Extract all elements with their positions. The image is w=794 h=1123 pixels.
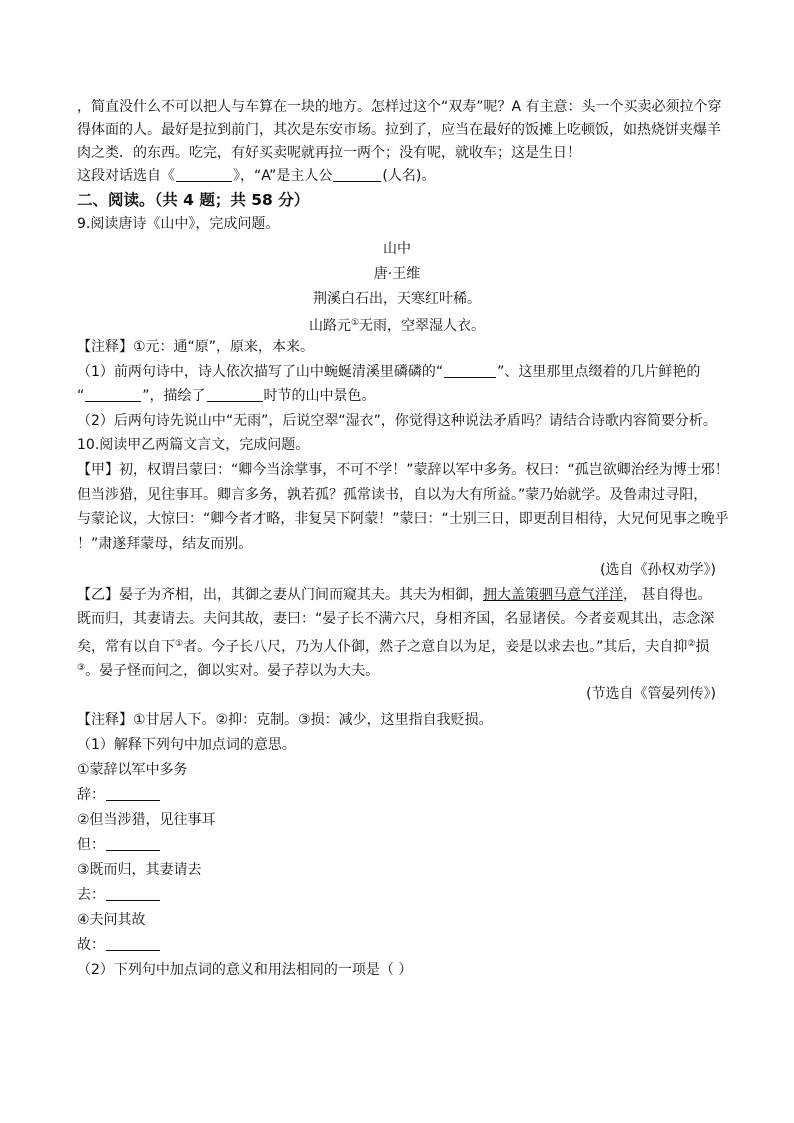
question-text: 时节的山中景色。 bbox=[263, 388, 376, 404]
answer-blank[interactable] bbox=[106, 786, 160, 801]
answer-blank[interactable] bbox=[106, 936, 160, 951]
vocab-label: 故： bbox=[77, 937, 105, 953]
answer-blank[interactable] bbox=[85, 387, 141, 402]
classical-text-line bbox=[77, 657, 727, 682]
sub-question: （2）下列句中加点词的意义和用法相同的一项是（ ） bbox=[77, 962, 413, 978]
vocab-label: 去： bbox=[77, 887, 105, 903]
vocab-item: ①蒙辞以军中多务 bbox=[77, 762, 188, 778]
classical-text-line: 与蒙论议，大惊曰：“卿今者才略，非复吴下阿蒙！”蒙曰：“士别三日，即更刮目相待，大兄何见事之晚乎 bbox=[77, 511, 729, 527]
classical-text: 者。今子长八尺，乃为人仆御，然子之意自以为足，妾是以求去也。”其后，夫自抑 bbox=[183, 639, 688, 655]
poem-author: 唐·王维 bbox=[373, 266, 421, 282]
poem-title: 山中 bbox=[383, 241, 411, 257]
classical-text: 损 bbox=[695, 639, 710, 655]
annotation: 【注释】①甘居人下。②抑：克制。③损：减少，这里指自我贬损。 bbox=[77, 712, 493, 728]
footnote-marker: ③ bbox=[77, 663, 86, 673]
passage-question bbox=[77, 165, 727, 187]
question-text: 这段对话选自《 bbox=[77, 168, 175, 184]
source-citation: (选自《孙权劝学》) bbox=[600, 562, 716, 578]
annotation: 【注释】①元：通“原”，原来，本来。 bbox=[77, 339, 315, 355]
question-text: ”，描绘了 bbox=[142, 388, 206, 404]
vocab-item: ②但当涉猎，见往事耳 bbox=[77, 812, 216, 828]
vocab-answer bbox=[77, 784, 727, 806]
classical-text: 【乙】晏子为齐相，出，其御之妻从门间而窥其夫。其夫为相御， bbox=[77, 587, 483, 603]
vocab-answer bbox=[77, 934, 727, 956]
footnote-marker: ① bbox=[175, 639, 184, 649]
poem-text: 山路元 bbox=[308, 318, 351, 334]
question-text: ”、这里那里点缀着的几片鲜艳的 bbox=[497, 364, 701, 380]
sub-question bbox=[77, 385, 727, 407]
underlined-phrase: 拥大盖策驷马意气洋洋 bbox=[483, 587, 623, 603]
sub-question: （2）后两句诗先说山中“无雨”，后说空翠“湿衣”，你觉得这种说法矛盾吗？请结合诗歌内容简要分析。 bbox=[77, 413, 717, 429]
poem-text: 无雨，空翠湿人衣。 bbox=[359, 318, 486, 334]
answer-blank[interactable] bbox=[333, 167, 381, 182]
classical-text: 。晏子怪而问之，御以实对。晏子荐以为大夫。 bbox=[85, 663, 380, 679]
poem-line bbox=[0, 312, 794, 337]
question-text: (人名)。 bbox=[382, 168, 436, 184]
sub-question: （1）解释下列句中加点词的意思。 bbox=[77, 737, 296, 753]
question-stem: 9.阅读唐诗《山中》，完成问题。 bbox=[77, 216, 280, 232]
question-text: （1）前两句诗中，诗人依次描写了山中蜿蜒清溪里磷磷的“ bbox=[77, 364, 444, 380]
source-citation: (节选自《管晏列传》) bbox=[586, 686, 716, 702]
sub-question bbox=[77, 361, 727, 383]
classical-text-line: ！”肃遂拜蒙母，结友而别。 bbox=[77, 536, 253, 552]
classical-text: ， 甚自得也。 bbox=[623, 587, 712, 603]
question-stem: 10.阅读甲乙两篇文言文，完成问题。 bbox=[77, 437, 310, 453]
classical-text-line: 【甲】初，权谓吕蒙曰：“卿今当涂掌事，不可不学！”蒙辞以军中多务。权曰：“孤岂欲卿治经为博士邪！ bbox=[77, 462, 729, 478]
vocab-item: ④夫问其故 bbox=[77, 912, 146, 928]
vocab-answer bbox=[77, 834, 727, 856]
answer-blank[interactable] bbox=[444, 363, 496, 378]
poem-line: 荆溪白石出，天寒红叶稀。 bbox=[313, 291, 481, 307]
answer-blank[interactable] bbox=[106, 836, 160, 851]
passage-line: ，简直没什么不可以把人与车算在一块的地方。怎样过这个“双寿”呢？A 有主意：头一个买卖必须拉个穿 bbox=[77, 99, 722, 115]
classical-text-line bbox=[77, 633, 727, 658]
footnote-marker: ② bbox=[687, 639, 696, 649]
classical-text-line: 既而归，其妻请去。夫问其故，妻曰：“晏子长不满六尺，身相齐国，名显诸侯。今者妾观其出，志念深 bbox=[77, 611, 715, 627]
section-heading: 二、阅读。（共 4 题；共 58 分） bbox=[77, 191, 310, 209]
footnote-marker: ① bbox=[350, 318, 360, 328]
classical-text-line bbox=[77, 584, 727, 606]
answer-blank[interactable] bbox=[176, 167, 232, 182]
vocab-answer bbox=[77, 884, 727, 906]
classical-text-line: 但当涉猎，见往事耳。卿言多务，孰若孤？孤常读书，自以为大有所益。”蒙乃始就学。及鲁肃过寻阳， bbox=[77, 487, 708, 503]
answer-blank[interactable] bbox=[106, 886, 160, 901]
vocab-label: 辞： bbox=[77, 787, 105, 803]
question-text: “ bbox=[77, 388, 85, 404]
vocab-label: 但： bbox=[77, 837, 105, 853]
vocab-item: ③既而归，其妻请去 bbox=[77, 862, 202, 878]
passage-line: 得体面的人。最好是拉到前门，其次是东安市场。拉到了，应当在最好的饭摊上吃顿饭，如热烧饼夹爆羊 bbox=[77, 122, 721, 138]
question-text: 》，“A”是主人公 bbox=[233, 168, 333, 184]
classical-text: 矣，常有以自下 bbox=[77, 639, 175, 655]
answer-blank[interactable] bbox=[207, 387, 263, 402]
passage-line: 肉之类．的东西。吃完，有好买卖呢就再拉一两个；没有呢，就收车；这是生日！ bbox=[77, 145, 581, 161]
